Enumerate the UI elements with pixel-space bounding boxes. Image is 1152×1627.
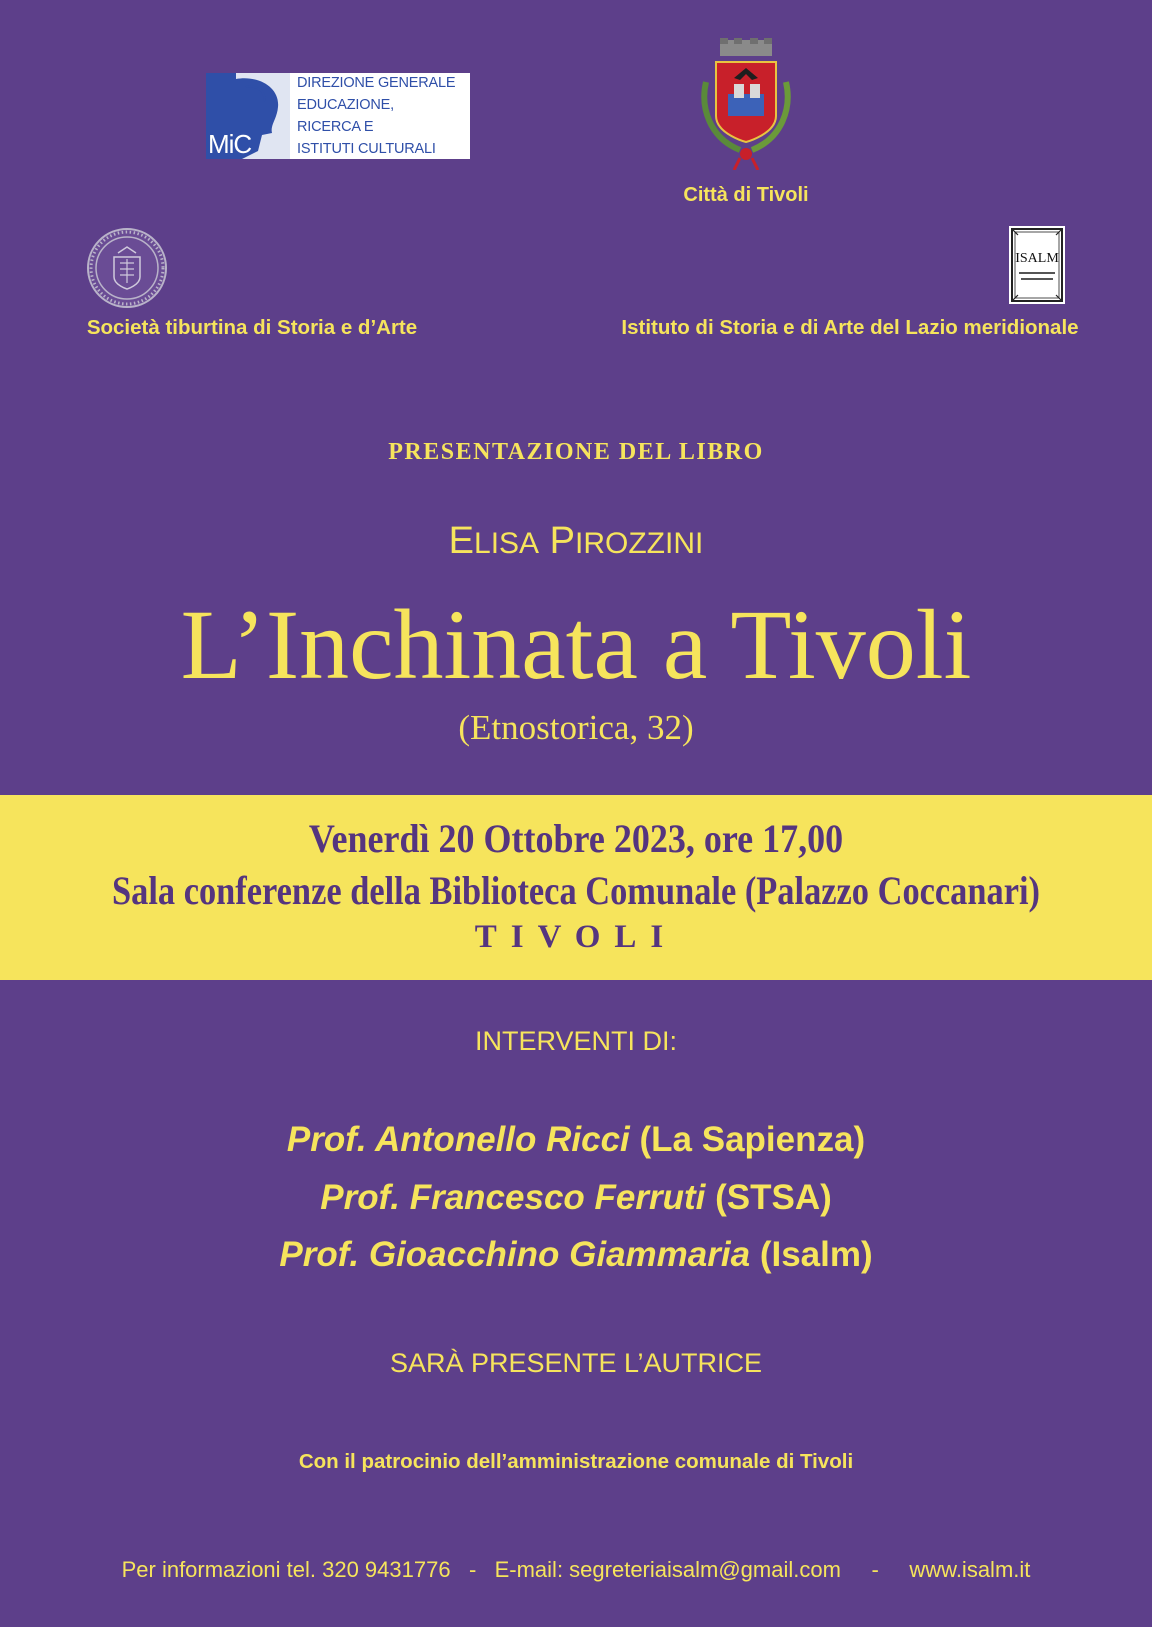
author-initial: P [549,520,575,562]
mic-text-block [290,73,455,159]
book-title: L’Inchinata a Tivoli [180,589,972,700]
isalm-label: Istituto di Storia e di Arte del Lazio meridionale [621,316,1079,339]
presentation-heading: PRESENTAZIONE DEL LIBRO [388,439,764,465]
author-first-rest: LISA [474,527,540,560]
author-present-note: SARÀ PRESENTE L’AUTRICE [389,1348,763,1378]
isalm-logo-icon [1009,226,1065,304]
mic-mark-text: MiC [208,129,252,159]
mic-line: RICERCA E [297,119,374,135]
speaker-line [0,1235,1152,1275]
contact-separator: - [871,1557,879,1582]
event-date: Venerdì 20 Ottobre 2023, ore 17,00 [308,816,844,861]
speaker-affiliation: (STSA) [715,1178,832,1217]
mic-line: DIREZIONE GENERALE [297,75,456,91]
book-series: (Etnostorica, 32) [458,708,694,747]
mic-mark [206,73,290,159]
tivoli-crest-icon [696,38,796,170]
mic-line: EDUCAZIONE, [297,97,394,113]
contact-separator: - [468,1557,477,1582]
event-venue: Sala conferenze della Biblioteca Comunale (Palazzo Coccanari) [112,868,1040,913]
speaker-line [0,1178,1152,1218]
author-name [0,520,1152,563]
mic-logo [206,73,470,159]
speaker-affiliation: (Isalm) [759,1235,873,1274]
event-band [0,795,1152,980]
patronage-note: Con il patrocinio dell’amministrazione comunale di Tivoli [298,1450,854,1473]
speaker-affiliation: (La Sapienza) [639,1120,866,1159]
stsa-label: Società tiburtina di Storia e d’Arte [86,316,418,339]
stsa-seal-icon [86,227,168,309]
isalm-mark-text: ISALM [1015,251,1059,266]
author-last-rest: IROZZINI [575,527,704,560]
speaker-name: Prof. Gioacchino Giammaria [279,1235,751,1274]
mic-line: ISTITUTI CULTURALI [297,141,436,157]
contact-phone: Per informazioni tel. 320 9431776 [121,1557,451,1582]
contact-line [0,1557,1152,1583]
contact-email[interactable]: E-mail: segreteriaisalm@gmail.com [494,1557,841,1582]
event-city: TIVOLI [474,919,678,955]
speakers-heading: INTERVENTI DI: [474,1026,678,1056]
tivoli-label: Città di Tivoli [683,184,809,206]
speaker-line [0,1120,1152,1160]
author-initial: E [448,520,475,562]
speaker-name: Prof. Antonello Ricci [286,1120,630,1159]
contact-website[interactable]: www.isalm.it [909,1557,1031,1582]
speaker-name: Prof. Francesco Ferruti [320,1178,706,1217]
